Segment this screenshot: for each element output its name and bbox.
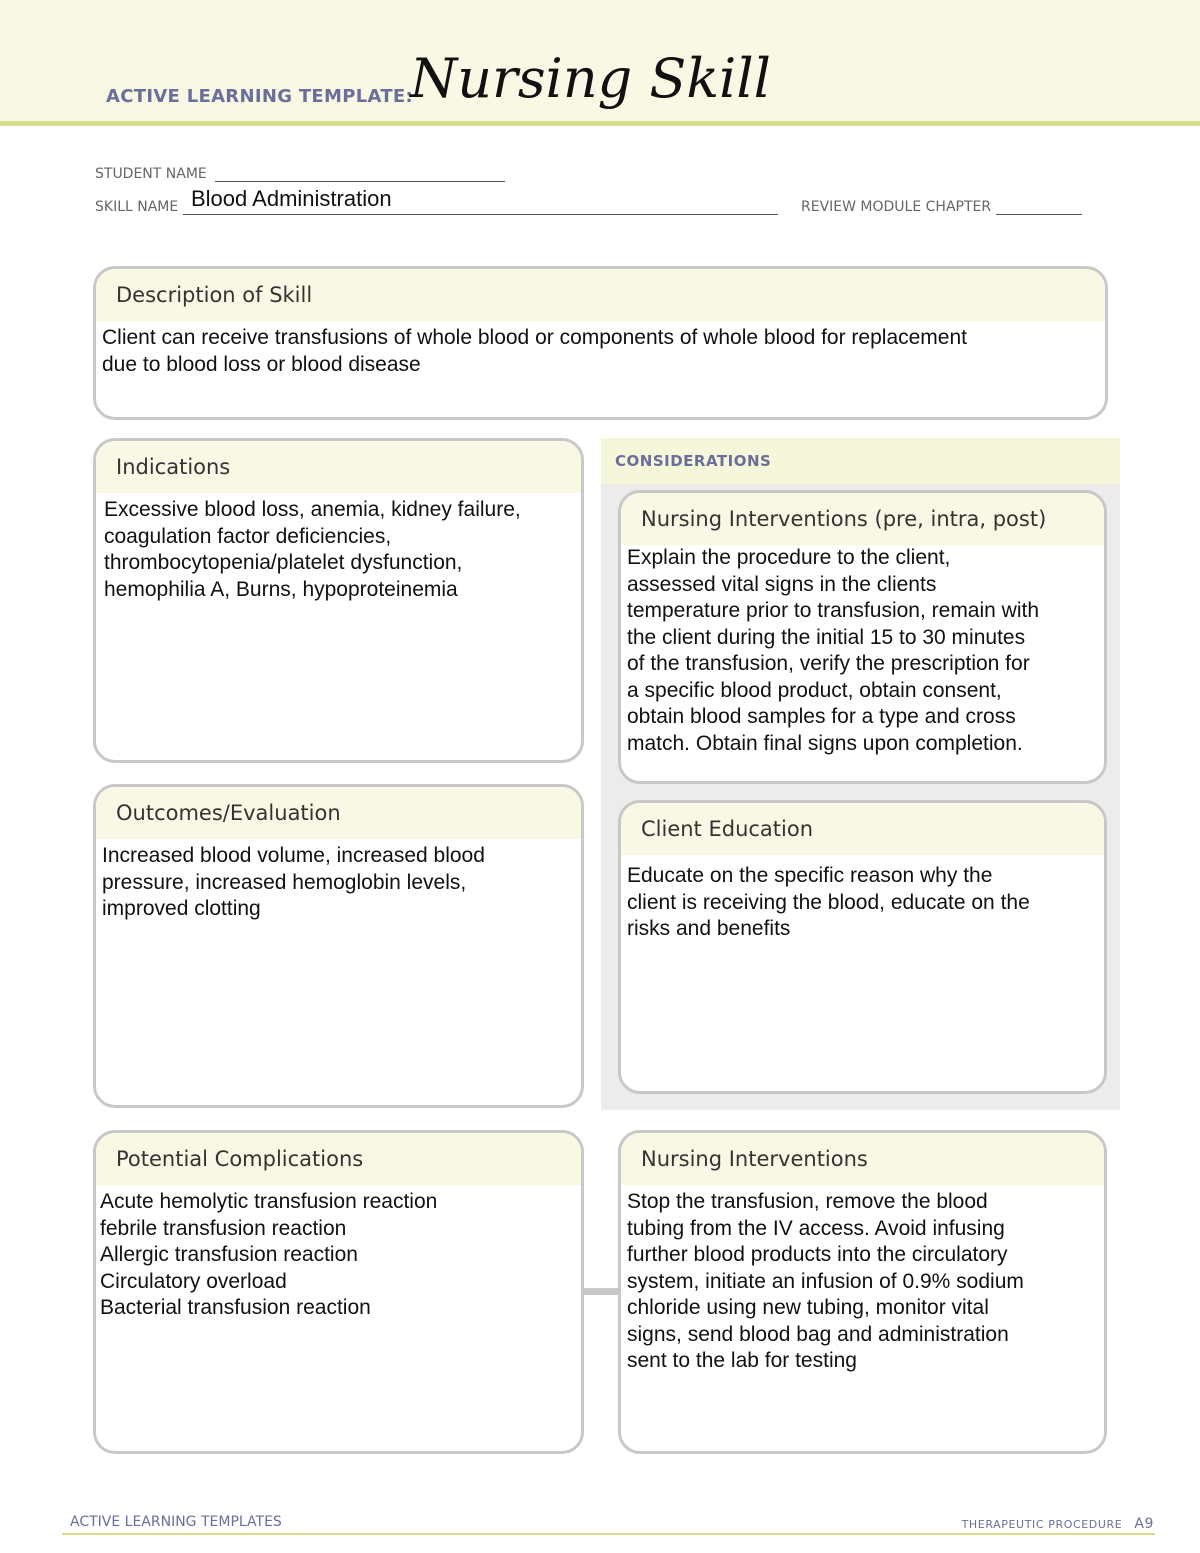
template-brand: ACTIVE LEARNING TEMPLATE: — [106, 86, 413, 107]
text-line: coagulation factor deficiencies, — [104, 524, 392, 548]
description-text — [96, 321, 1105, 378]
text-line: chloride using new tubing, monitor vital — [627, 1296, 989, 1319]
indications-section — [93, 438, 584, 763]
text-line: temperature prior to transfusion, remain with — [627, 599, 1040, 622]
text-line: Excessive blood loss, anemia, kidney failure, — [104, 498, 521, 521]
description-heading: Description of Skill — [96, 269, 1105, 321]
nursing-interventions-pip-section — [618, 490, 1107, 784]
text-line: improved clotting — [102, 897, 261, 920]
footer-left-label: ACTIVE LEARNING TEMPLATES — [70, 1514, 282, 1530]
outcomes-text — [96, 839, 581, 923]
text-line: obtain blood samples for a type and cross — [627, 705, 1016, 728]
text-line: Circulatory overload — [100, 1269, 287, 1293]
student-name-line — [215, 167, 505, 182]
text-line: pressure, increased hemoglobin levels, — [102, 870, 467, 894]
client-education-section — [618, 800, 1107, 1094]
text-line: further blood products into the circulatory — [627, 1243, 1008, 1266]
description-section — [93, 266, 1108, 420]
text-line: client is receiving the blood, educate on the — [627, 890, 1030, 914]
nursing-interventions-section — [618, 1130, 1107, 1454]
text-line: Allergic transfusion reaction — [100, 1243, 358, 1266]
text-line: due to blood loss or blood disease — [102, 352, 421, 376]
text-line: of the transfusion, verify the prescription for — [627, 652, 1030, 675]
text-line: a specific blood product, obtain consent, — [627, 678, 1002, 702]
footer-right — [962, 1516, 1154, 1532]
text-line: thrombocytopenia/platelet dysfunction, — [104, 551, 463, 574]
client-education-heading: Client Education — [621, 803, 1104, 855]
text-line: signs, send blood bag and administration — [627, 1322, 1009, 1346]
review-module-label: REVIEW MODULE CHAPTER — [801, 199, 992, 215]
text-line: tubing from the IV access. Avoid infusing — [627, 1216, 1005, 1240]
text-line: risks and benefits — [627, 917, 791, 940]
footer-category: THERAPEUTIC PROCEDURE — [961, 1518, 1123, 1531]
text-line: Client can receive transfusions of whole blood or components of whole blood for replacement — [102, 326, 967, 349]
indications-text — [96, 493, 581, 603]
skill-name-label: SKILL NAME — [95, 199, 179, 215]
review-module-field[interactable] — [801, 199, 1082, 215]
footer-rule — [62, 1533, 1155, 1535]
nursing-interventions-pip-heading: Nursing Interventions (pre, intra, post) — [621, 493, 1104, 545]
text-line: assessed vital signs in the clients — [627, 572, 937, 596]
outcomes-heading: Outcomes/Evaluation — [96, 787, 581, 839]
complications-text — [96, 1185, 581, 1322]
nursing-interventions-heading: Nursing Interventions — [621, 1133, 1104, 1185]
text-line: Educate on the specific reason why the — [627, 864, 993, 887]
page-number: A9 — [1134, 1516, 1154, 1532]
review-module-line — [996, 200, 1082, 215]
nursing-interventions-text — [621, 1185, 1104, 1375]
nursing-interventions-pip-text — [621, 545, 1104, 757]
indications-heading: Indications — [96, 441, 581, 493]
text-line: system, initiate an infusion of 0.9% sodium — [627, 1269, 1024, 1293]
text-line: Stop the transfusion, remove the blood — [627, 1190, 988, 1213]
complications-heading: Potential Complications — [96, 1133, 581, 1185]
student-name-field[interactable] — [95, 166, 505, 182]
text-line: match. Obtain final signs upon completion. — [627, 731, 1023, 755]
text-line: Explain the procedure to the client, — [627, 546, 951, 569]
outcomes-section — [93, 784, 584, 1108]
text-line: Increased blood volume, increased blood — [102, 844, 485, 867]
student-name-label: STUDENT NAME — [95, 166, 207, 182]
complications-section — [93, 1130, 584, 1454]
page-title: Nursing Skill — [410, 47, 771, 110]
considerations-heading: CONSIDERATIONS — [601, 438, 1120, 484]
text-line: sent to the lab for testing — [627, 1349, 857, 1372]
text-line: Acute hemolytic transfusion reaction — [100, 1190, 438, 1213]
text-line: febrile transfusion reaction — [100, 1216, 347, 1240]
header-rule — [0, 121, 1200, 126]
client-education-text — [621, 855, 1104, 943]
skill-name-value: Blood Administration — [191, 186, 392, 211]
section-connector — [583, 1288, 621, 1295]
text-line: the client during the initial 15 to 30 minutes — [627, 625, 1026, 649]
text-line: hemophilia A, Burns, hypoproteinemia — [104, 577, 458, 601]
text-line: Bacterial transfusion reaction — [100, 1296, 371, 1319]
